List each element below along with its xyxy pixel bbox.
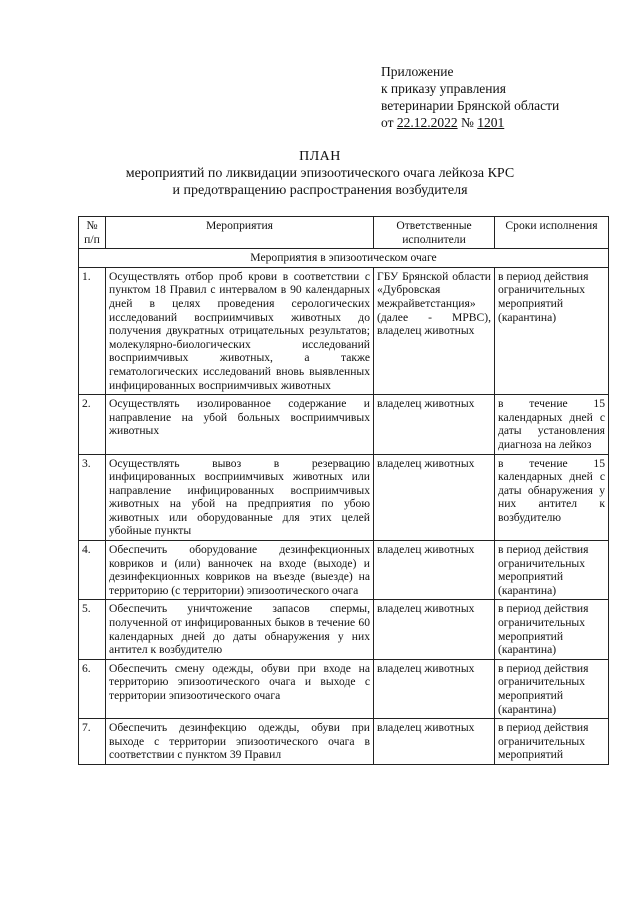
row-number: 7. <box>79 719 106 765</box>
row-responsible: ГБУ Брянской области «Дубровская межрайветстанция» (далее - МРВС), владелец животных <box>374 267 495 394</box>
appendix-order-line <box>381 114 559 131</box>
row-deadline: в период действия ограничительных мероприятий (карантина) <box>495 267 609 394</box>
row-deadline: в период действия ограничительных мероприятий (карантина) <box>495 600 609 659</box>
appendix-from: от <box>381 115 394 130</box>
measures-table <box>78 216 609 765</box>
row-number: 6. <box>79 659 106 718</box>
table-header-row <box>79 217 609 249</box>
appendix-line-1: Приложение <box>381 64 454 79</box>
document-title <box>0 148 640 199</box>
row-measure: Осуществлять изолированное содержание и направление на убой больных восприимчивых животных <box>106 395 374 454</box>
title-line-1: ПЛАН <box>299 149 341 164</box>
row-measure: Обеспечить смену одежды, обуви при входе на территорию эпизоотического очага и выходе с территории эпизоотического очага <box>106 659 374 718</box>
table-row <box>79 395 609 454</box>
row-measure: Обеспечить оборудование дезинфекционных ковриков и (или) ванночек на входе (выходе) и дезинфекционных ковриков на въезде (выезде) на территорию (с территории) эпизоотического очага <box>106 541 374 600</box>
row-responsible: владелец животных <box>374 454 495 541</box>
appendix-line-3: ветеринарии Брянской области <box>381 98 560 113</box>
order-date: 22.12.2022 <box>396 115 458 130</box>
table-row <box>79 600 609 659</box>
row-responsible: владелец животных <box>374 395 495 454</box>
row-measure: Осуществлять отбор проб крови в соответствии с пунктом 18 Правил с интервалом в 90 календарных дней в целях проведения серологических исследований восприимчивых животных до получения двукратных отрицательных результатов; молекулярно-биологических исследований восприимчивых животных, а также гематологических исследований вновь выявленных инфицированных восприимчивых животных <box>106 267 374 394</box>
row-deadline: в период действия ограничительных мероприятий (карантина) <box>495 659 609 718</box>
title-line-2: мероприятий по ликвидации эпизоотического очага лейкоза КРС <box>125 166 515 181</box>
table-row <box>79 659 609 718</box>
table-row <box>79 267 609 394</box>
row-number: 2. <box>79 395 106 454</box>
appendix-block <box>381 63 559 131</box>
row-measure: Обеспечить уничтожение запасов спермы, полученной от инфицированных быков в течение 60 календарных дней до даты обнаружения у них антител к возбудителю <box>106 600 374 659</box>
row-number: 1. <box>79 267 106 394</box>
row-deadline: в течение 15 календарных дней с даты установления диагноза на лейкоз <box>495 395 609 454</box>
header-number: № п/п <box>79 217 106 249</box>
row-deadline: в течение 15 календарных дней с даты обнаружения у них антител к возбудителю <box>495 454 609 541</box>
row-responsible: владелец животных <box>374 659 495 718</box>
row-deadline: в период действия ограничительных мероприятий <box>495 719 609 765</box>
number-sign: № <box>460 115 474 130</box>
row-measure: Обеспечить дезинфекцию одежды, обуви при выходе с территории эпизоотического очага в соответствии с пунктом 39 Правил <box>106 719 374 765</box>
row-responsible: владелец животных <box>374 541 495 600</box>
row-number: 5. <box>79 600 106 659</box>
row-measure: Осуществлять вывоз в резервацию инфицированных восприимчивых животных или направление инфицированных восприимчивых животных на убой на предприятия по убою животных или оборудованные для этих целей убойные пункты <box>106 454 374 541</box>
header-responsible: Ответственные исполнители <box>374 217 495 249</box>
section-title: Мероприятия в эпизоотическом очаге <box>79 249 609 268</box>
row-number: 4. <box>79 541 106 600</box>
table-row <box>79 719 609 765</box>
row-deadline: в период действия ограничительных мероприятий (карантина) <box>495 541 609 600</box>
section-row <box>79 249 609 268</box>
row-responsible: владелец животных <box>374 600 495 659</box>
table-row <box>79 541 609 600</box>
header-measures: Мероприятия <box>106 217 374 249</box>
row-responsible: владелец животных <box>374 719 495 765</box>
title-line-3: и предотвращению распространения возбудителя <box>172 183 468 198</box>
table-row <box>79 454 609 541</box>
row-number: 3. <box>79 454 106 541</box>
header-deadline: Сроки исполнения <box>495 217 609 249</box>
order-number: 1201 <box>477 115 505 130</box>
appendix-line-2: к приказу управления <box>381 81 506 96</box>
